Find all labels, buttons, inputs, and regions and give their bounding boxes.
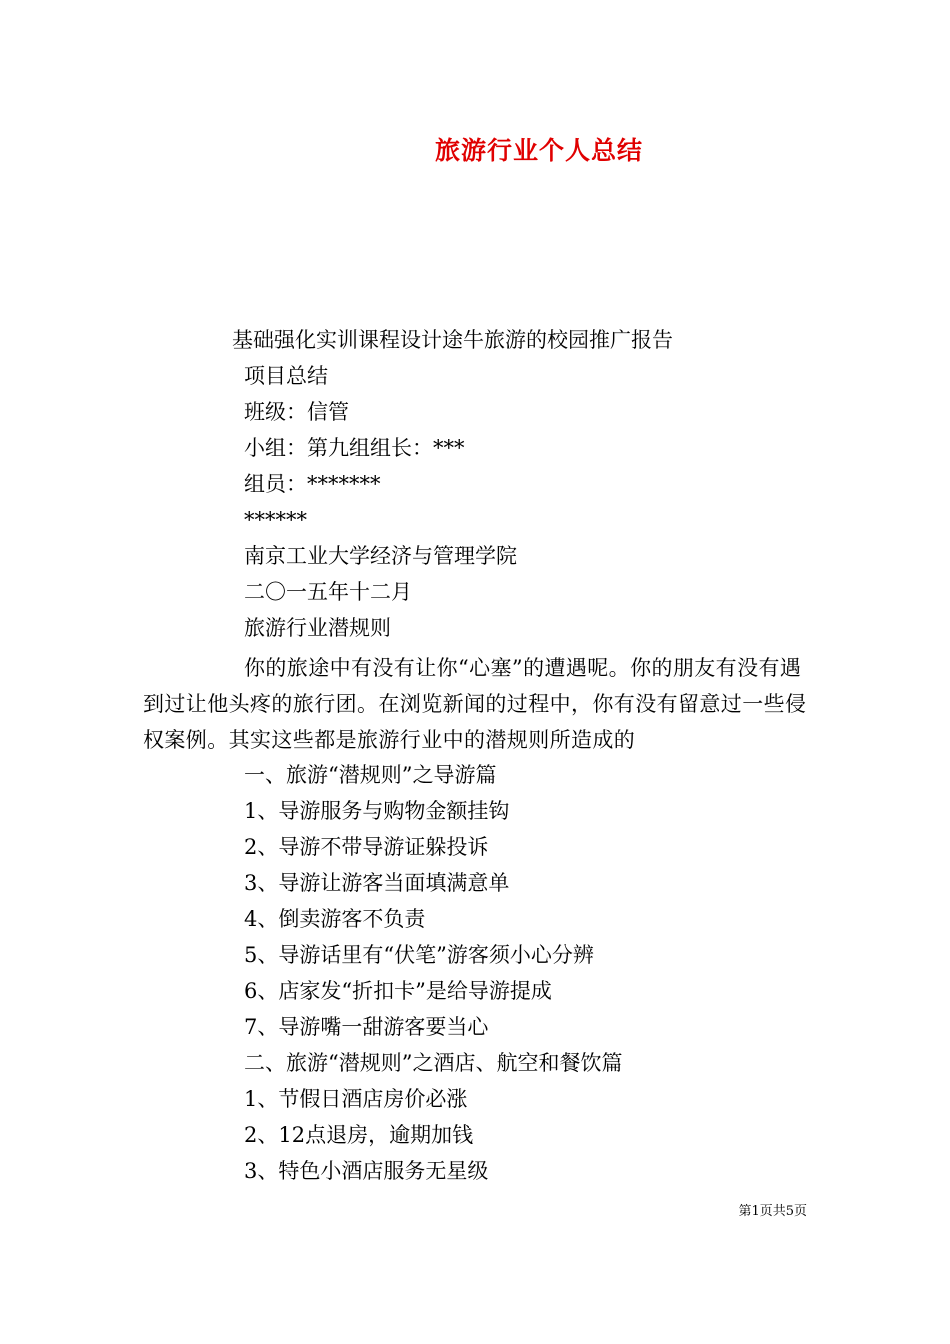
members-line: 组员：******* — [244, 472, 381, 496]
section2-item: 3、特色小酒店服务无星级 — [244, 1159, 489, 1183]
section2-item: 2、12点退房，逾期加钱 — [244, 1123, 474, 1147]
class-line: 班级：信管 — [244, 400, 349, 424]
section2-item: 1、节假日酒店房价必涨 — [244, 1087, 468, 1111]
school-line: 南京工业大学经济与管理学院 — [244, 544, 517, 568]
group-line: 小组：第九组组长：*** — [244, 436, 465, 460]
section1-item: 1、导游服务与购物金额挂钩 — [244, 799, 510, 823]
section1-item: 2、导游不带导游证躲投诉 — [244, 835, 489, 859]
date-line: 二〇一五年十二月 — [244, 580, 412, 604]
section1-item: 5、导游话里有“伏笔”游客须小心分辨 — [244, 943, 594, 967]
intro-paragraph: 你的旅途中有没有让你“心塞”的遭遇呢。你的朋友有没有遇到过让他头疼的旅行团。在浏览新闻的过程中，你有没有留意过一些侵权案例。其实这些都是旅游行业中的潜规则所造成的 — [143, 656, 807, 752]
members-continued-line: ****** — [244, 508, 307, 532]
section2-heading: 二、旅游“潜规则”之酒店、航空和餐饮篇 — [244, 1051, 623, 1075]
report-title-line: 基础强化实训课程设计途牛旅游的校园推广报告 — [232, 328, 673, 352]
section1-item: 6、店家发“折扣卡”是给导游提成 — [244, 979, 552, 1003]
document-title: 旅游行业个人总结 — [434, 136, 643, 165]
project-summary-line: 项目总结 — [244, 364, 328, 388]
section1-item: 4、倒卖游客不负责 — [244, 907, 426, 931]
section1-item: 3、导游让游客当面填满意单 — [244, 871, 510, 895]
page-number-footer: 第1页共5页 — [738, 1204, 807, 1219]
subtitle-line: 旅游行业潜规则 — [244, 616, 391, 640]
section1-item: 7、导游嘴一甜游客要当心 — [244, 1015, 489, 1039]
section1-heading: 一、旅游“潜规则”之导游篇 — [244, 763, 497, 787]
